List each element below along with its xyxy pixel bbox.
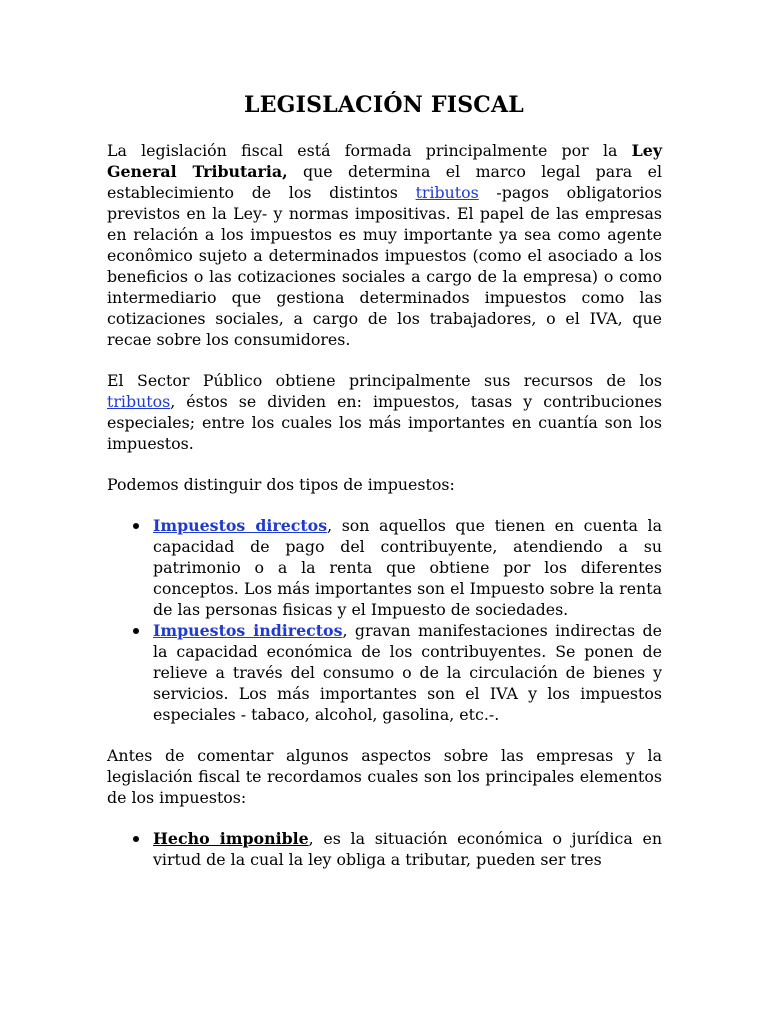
paragraph-text: El Sector Público obtiene principalmente sus recursos de los	[107, 371, 662, 390]
bullet-icon	[133, 628, 139, 634]
list-item-directos	[153, 515, 662, 620]
impuestos-indirectos-link[interactable]: Impuestos indirectos	[153, 621, 343, 640]
list-item-text: , es la situación económica o jurídica en virtud de la cual la ley obliga a tributar, pueden ser tres	[153, 829, 662, 869]
document-body	[107, 140, 662, 890]
ley-general-tributaria-bold: Ley General Tributaria,	[107, 141, 662, 181]
paragraph-tipos: Podemos distinguir dos tipos de impuestos:	[107, 475, 455, 494]
hecho-imponible-term: Hecho imponible	[153, 829, 309, 848]
page-title: LEGISLACIÓN FISCAL	[244, 92, 524, 118]
bullet-icon	[133, 523, 139, 529]
paragraph-sector-publico	[107, 370, 662, 454]
paragraph-intro	[107, 140, 662, 350]
elementos-list	[107, 828, 662, 870]
impuestos-list	[107, 515, 662, 725]
tributos-link-2[interactable]: tributos	[107, 392, 171, 411]
list-item-indirectos	[153, 620, 662, 725]
list-item-text: , gravan manifestaciones indirectas de la capacidad económica de los contribuyentes. Se ponen de relieve a través del consumo o de la circulación de bienes y servicios. Los más importantes son el IVA y los impuestos especiales - tabaco, alcohol, gasolina, etc.-.	[153, 621, 662, 724]
paragraph-text: -pagos obligatorios previstos en la Ley- y normas impositivas. El papel de las empresas en relación a los impuestos es muy importante ya sea como agente econômico sujeto a determinados impuestos (como el asociado a los beneficios o las cotizaciones sociales a cargo de la empresa) o como intermediario que gestiona determinados impuestos como las cotizaciones sociales, a cargo de los trabajadores, o el IVA, que recae sobre los consumidores.	[107, 183, 662, 349]
paragraph-elementos: Antes de comentar algunos aspectos sobre las empresas y la legislación fiscal te recordamos cuales son los principales elementos de los impuestos:	[107, 746, 662, 807]
paragraph-text: , éstos se dividen en: impuestos, tasas y contribuciones especiales; entre los cuales los más importantes en cuantía son los impuestos.	[107, 392, 662, 453]
list-item-hecho-imponible	[153, 828, 662, 870]
paragraph-text: La legislación fiscal está formada principalmente por la	[107, 141, 632, 160]
bullet-icon	[133, 836, 139, 842]
impuestos-directos-link[interactable]: Impuestos directos	[153, 516, 328, 535]
list-item-text: , son aquellos que tienen en cuenta la capacidad de pago del contribuyente, atendiendo a su patrimonio o a la renta que obtiene por los diferentes conceptos. Los más importantes son el Impuesto sobre la renta de las personas fisicas y el Impuesto de sociedades.	[153, 516, 662, 619]
paragraph-text: que determina el marco legal para el establecimiento de los distintos	[107, 162, 662, 202]
tributos-link[interactable]: tributos	[415, 183, 479, 202]
